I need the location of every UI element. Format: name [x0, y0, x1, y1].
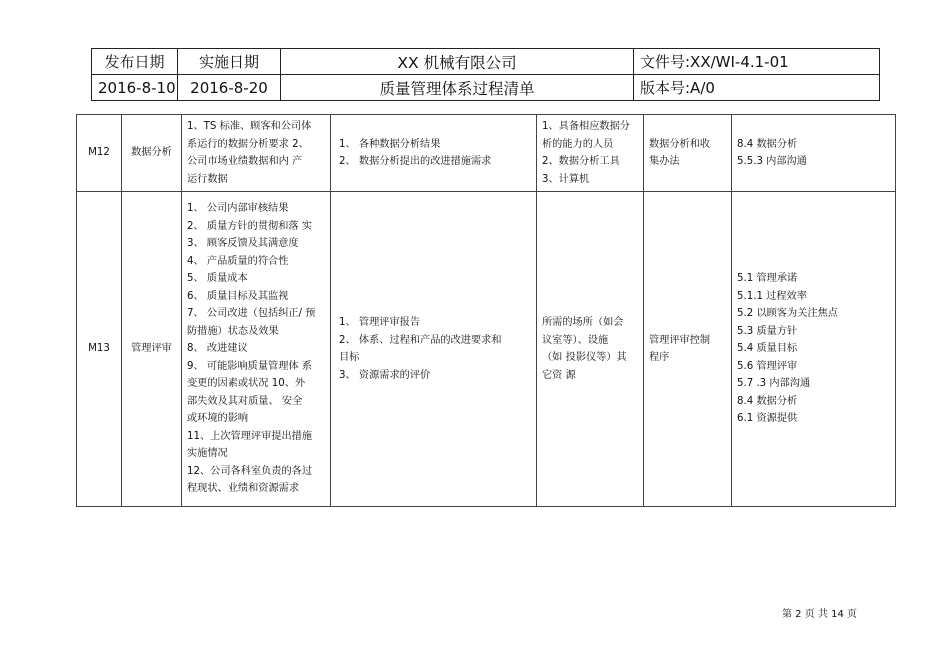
- input-line: 3、 顾客反馈及其满意度: [187, 238, 299, 250]
- input-line: 或环境的影响: [187, 413, 249, 425]
- effective-date-label: 实施日期: [178, 49, 281, 75]
- clause-line: 5.1 管理承诺: [737, 273, 798, 285]
- input-line: 公司市场业绩数据和内 产: [187, 156, 303, 167]
- input-line: 系运行的数据分析要求 2、: [187, 138, 309, 150]
- process-code: M12: [77, 115, 122, 192]
- output-line: 1、 管理评审报告: [339, 317, 421, 328]
- input-line: 12、公司各科室负责的各过: [187, 465, 313, 477]
- clause-line: 5.7 .3 内部沟通: [737, 378, 811, 390]
- input-line: 变更的因素或状况 10、外: [187, 378, 306, 390]
- document-line: 数据分析和收: [649, 138, 711, 150]
- clause-line: 5.3 质量方针: [737, 325, 798, 337]
- input-line: 7、 公司改进（包括纠正/ 预: [187, 308, 316, 320]
- resource-line: （如 投影仪等）其: [542, 352, 627, 363]
- resource-line: 所需的场所（如会: [542, 317, 624, 328]
- clause-line: 8.4 数据分析: [737, 395, 798, 407]
- process-resources: [537, 115, 644, 192]
- document-line: 集办法: [649, 156, 680, 167]
- input-line: 8、 改进建议: [187, 343, 248, 355]
- input-line: 运行数据: [187, 173, 228, 185]
- input-line: 防措施）状态及效果: [187, 325, 279, 337]
- company-name: XX 机械有限公司: [281, 49, 634, 75]
- output-line: 2、 体系、过程和产品的改进要求和: [339, 334, 502, 346]
- input-line: 5、 质量成本: [187, 273, 248, 285]
- process-clauses: [732, 115, 896, 192]
- process-list-table: [76, 114, 896, 507]
- clause-line: 5.6 管理评审: [737, 360, 798, 372]
- output-line: 2、 数据分析提出的改进措施需求: [339, 156, 492, 167]
- resource-line: 1、具备相应数据分: [542, 121, 630, 132]
- resource-line: 它资 源: [542, 369, 576, 381]
- input-line: 部失效及其对质量、 安全: [187, 395, 303, 407]
- input-line: 1、 公司内部审核结果: [187, 203, 289, 215]
- clause-line: 5.4 质量目标: [737, 343, 798, 355]
- resource-line: 析的能力的人员: [542, 138, 614, 150]
- table-row: [77, 115, 896, 192]
- process-inputs: [182, 115, 331, 192]
- publish-date-label: 发布日期: [92, 49, 178, 75]
- input-line: 4、 产品质量的符合性: [187, 255, 289, 267]
- clause-line: 5.5.3 内部沟通: [737, 156, 807, 167]
- process-documents: [644, 192, 732, 507]
- output-line: 3、 资源需求的评价: [339, 369, 431, 381]
- resource-line: 3、计算机: [542, 173, 590, 185]
- clause-line: 8.4 数据分析: [737, 138, 798, 150]
- process-clauses: [732, 192, 896, 507]
- publish-date: 2016-8-10: [92, 75, 178, 101]
- input-line: 2、 质量方针的贯彻和落 实: [187, 220, 313, 232]
- document-title: 质量管理体系过程清单: [281, 75, 634, 101]
- effective-date: 2016-8-20: [178, 75, 281, 101]
- process-resources: [537, 192, 644, 507]
- input-line: 1、TS 标准、顾客和公司体: [187, 121, 312, 132]
- process-outputs: [331, 192, 537, 507]
- clause-line: 6.1 资源提供: [737, 413, 798, 425]
- document-header-table: [91, 48, 880, 101]
- process-name: 数据分析: [122, 115, 182, 192]
- input-line: 6、 质量目标及其监视: [187, 290, 289, 302]
- output-line: 1、 各种数据分析结果: [339, 138, 441, 150]
- process-outputs: [331, 115, 537, 192]
- output-line: 目标: [339, 352, 360, 363]
- clause-line: 5.1.1 过程效率: [737, 290, 807, 302]
- page-number: 第 2 页 共 14 页: [782, 609, 857, 620]
- document-line: 管理评审控制: [649, 334, 711, 346]
- resource-line: 2、数据分析工具: [542, 156, 620, 167]
- clause-line: 5.2 以顾客为关注焦点: [737, 308, 838, 320]
- resource-line: 议室等）、设施: [542, 334, 609, 346]
- input-line: 实施情况: [187, 448, 228, 460]
- input-line: 程现状、业绩和资源需求: [187, 483, 300, 495]
- process-documents: [644, 115, 732, 192]
- document-number: 文件号:XX/WI-4.1-01: [634, 49, 880, 75]
- document-line: 程序: [649, 352, 670, 363]
- input-line: 11、上次管理评审提出措施: [187, 430, 313, 442]
- process-inputs: [182, 192, 331, 507]
- input-line: 9、 可能影响质量管理体 系: [187, 360, 313, 372]
- table-row: [77, 192, 896, 507]
- process-name: 管理评审: [122, 192, 182, 507]
- version-number: 版本号:A/0: [634, 75, 880, 101]
- process-code: M13: [77, 192, 122, 507]
